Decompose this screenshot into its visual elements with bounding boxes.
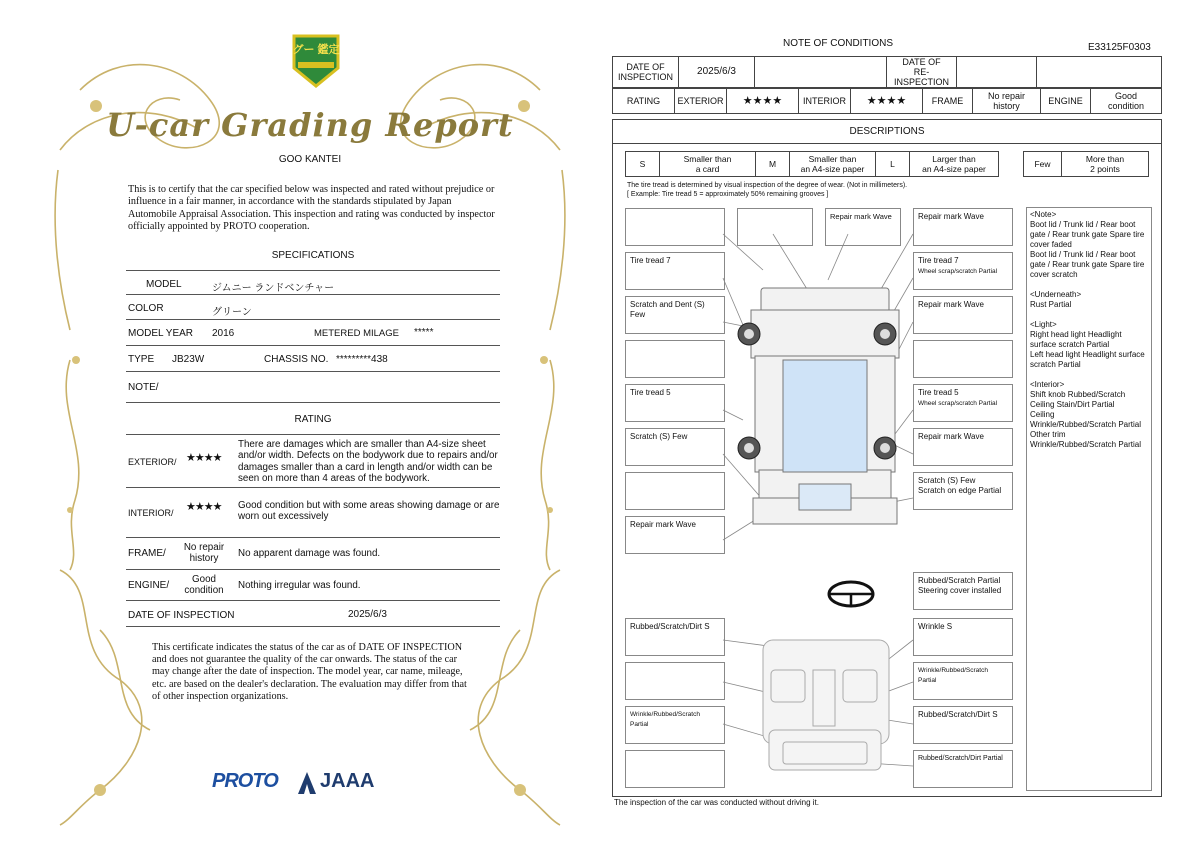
type-label: TYPE — [128, 354, 155, 365]
exterior-stars: ★★★★ — [186, 452, 222, 464]
interior-label: INTERIOR/ — [128, 508, 174, 518]
note-of-conditions — [610, 36, 1166, 812]
damage-box-right-5 — [913, 384, 1013, 422]
interior-stars: ★★★★ — [186, 501, 222, 513]
note-title: NOTE OF CONDITIONS — [783, 38, 893, 49]
spec-row-type — [126, 346, 500, 372]
jaaa-logo: JAAA — [320, 770, 375, 792]
notes-item: Wrinkle/Rubbed/Scratch Partial — [1030, 420, 1142, 429]
engine-value — [1091, 89, 1162, 114]
mileage-label: METERED MILAGE — [314, 328, 399, 339]
rating-row-exterior — [126, 434, 500, 488]
exterior-stars: ★★★★ — [727, 89, 799, 114]
notes-item: Other trim — [1030, 430, 1066, 439]
legend-m-line-1: Smaller than — [808, 154, 857, 164]
date-of-reinspection-value — [957, 57, 1037, 88]
tread-note-line-2: [ Example: Tire tread 5 = approximately 50% remaining grooves ] — [627, 191, 829, 198]
legend-l: L — [876, 152, 910, 177]
damage-box-interior-right-2: Wrinkle/Rubbed/Scratch Partial — [913, 662, 1013, 700]
model-label: MODEL — [146, 279, 182, 290]
notes-heading-note: <Note> — [1030, 210, 1057, 219]
logo-bar — [212, 770, 412, 800]
damage-box-right-1: Repair mark Wave — [913, 208, 1013, 246]
date-insp-line-1: DATE OF — [626, 62, 665, 72]
engine-value — [174, 574, 234, 596]
date-insp-line-2: INSPECTION — [617, 72, 673, 82]
damage-box-right-3: Repair mark Wave — [913, 296, 1013, 334]
interior-description: Good condition but with some areas showing damage or are worn out excessively — [238, 500, 500, 523]
badge-text: グー 鑑定 — [292, 44, 340, 56]
inspection-dates-table — [612, 56, 1162, 88]
date-reinsp-line-1: DATE OF — [902, 57, 941, 67]
spec-row-color — [126, 295, 500, 320]
right-5-line-1: Tire tread 5 — [918, 388, 959, 397]
interior-stars: ★★★★ — [851, 89, 923, 114]
date-of-inspection-value: 2025/6/3 — [348, 609, 387, 620]
engine-value-line-2: condition — [184, 585, 224, 596]
damage-box-left-8: Repair mark Wave — [625, 516, 725, 554]
frame-value-line-2: history — [189, 553, 219, 564]
notes-item: Rust Partial — [1030, 300, 1072, 309]
tread-note-line-1: The tire tread is determined by visual inspection of the degree of wear. (Not in millimeters). — [627, 182, 908, 189]
rating-title: RATING — [294, 414, 332, 425]
exterior-header: EXTERIOR — [675, 89, 727, 114]
proto-logo: PROTO — [212, 770, 278, 792]
legend-few: Few — [1024, 152, 1062, 177]
right-7-line-1: Scratch (S) Few — [918, 476, 976, 485]
date-of-inspection-header — [613, 57, 679, 88]
frame-header: FRAME — [923, 89, 973, 114]
damage-box-left-6: Scratch (S) Few — [625, 428, 725, 466]
rating-row-frame — [126, 538, 500, 570]
damage-box-right-2 — [913, 252, 1013, 290]
engine-value-line-1: Good — [1114, 91, 1138, 101]
right-2-line-1: Tire tread 7 — [918, 256, 959, 265]
notes-item: Ceiling — [1030, 410, 1055, 419]
date-of-reinspection-header — [887, 57, 957, 88]
legend-few-line-2: 2 points — [1090, 164, 1120, 174]
rating-row-engine — [126, 570, 500, 601]
condition-notes — [1026, 207, 1152, 791]
date-of-inspection-value: 2025/6/3 — [679, 57, 755, 88]
damage-box-left-3: Scratch and Dent (S) Few — [625, 296, 725, 334]
damage-box-interior-left-2 — [625, 662, 725, 700]
blank-cell — [1037, 57, 1162, 88]
legend-l-line-2: an A4-size paper — [922, 164, 986, 174]
damage-box-left-1 — [625, 208, 725, 246]
damage-box-interior-right-3: Rubbed/Scratch/Dirt S — [913, 706, 1013, 744]
notes-item: Left head light Headlight surface scratch Partial — [1030, 350, 1145, 369]
model-value: ジムニー ランドベンチャー — [212, 283, 335, 294]
exterior-label: EXTERIOR/ — [128, 457, 177, 467]
damage-box-left-7 — [625, 472, 725, 510]
spec-row-note — [126, 372, 500, 403]
damage-box-left-2: Tire tread 7 — [625, 252, 725, 290]
legend-s-line-1: Smaller than — [683, 154, 732, 164]
notes-item: Wrinkle/Rubbed/Scratch Partial — [1030, 440, 1142, 449]
report-title: U-car Grading Report — [106, 106, 514, 144]
frame-value-line-2: history — [993, 101, 1020, 111]
model-year-label: MODEL YEAR — [128, 328, 194, 339]
rating-header: RATING — [613, 89, 675, 114]
rating-summary-table — [612, 88, 1162, 114]
color-label: COLOR — [128, 303, 164, 314]
right-7-line-2: Scratch on edge Partial — [918, 486, 1002, 495]
frame-value-line-1: No repair — [987, 91, 1025, 101]
engine-value-line-2: condition — [1107, 101, 1145, 111]
rating-row-interior — [126, 488, 500, 538]
damage-box-interior-left-1: Rubbed/Scratch/Dirt S — [625, 618, 725, 656]
legend-m-line-2: an A4-size paper — [800, 164, 865, 174]
certificate-disclaimer: This certificate indicates the status of the car as of DATE OF INSPECTION and does not guarantee the quality of the car onwards. The status of the car may change after the date of inspection. The model year, car name, mileage, etc. are based on the dealer's declaration. The evaluation may differ from that of other inspection organizations. — [152, 642, 467, 702]
damage-box-interior-left-3: Wrinkle/Rubbed/Scratch Partial — [625, 706, 725, 744]
frame-value — [973, 89, 1041, 114]
spec-row-model — [126, 270, 500, 295]
interior-header: INTERIOR — [799, 89, 851, 114]
engine-description: Nothing irregular was found. — [238, 580, 361, 591]
steering-wheel-icon — [829, 582, 873, 606]
notes-item: Right head light Headlight surface scratch Partial — [1030, 330, 1122, 349]
report-subtitle: GOO KANTEI — [278, 154, 342, 165]
ornamental-frame — [40, 30, 580, 830]
legend-m: M — [756, 152, 790, 177]
right-2-line-2: Wheel scrap/scratch Partial — [918, 268, 998, 275]
frame-value — [174, 542, 234, 564]
damage-box-interior-left-4 — [625, 750, 725, 788]
type-value: JB23W — [172, 354, 205, 365]
note-label: NOTE/ — [128, 382, 159, 393]
damage-box-steering — [913, 572, 1013, 610]
specifications-title: SPECIFICATIONS — [271, 250, 355, 261]
notes-item: Shift knob Rubbed/Scratch — [1030, 390, 1126, 399]
damage-box-right-4 — [913, 340, 1013, 378]
report-code: E33125F0303 — [1088, 42, 1151, 53]
notes-heading-interior: <Interior> — [1030, 380, 1065, 389]
notes-heading-light: <Light> — [1030, 320, 1057, 329]
notes-item: Boot lid / Trunk lid / Rear boot gate / Rear trunk gate Spare tire cover scratch — [1030, 250, 1145, 279]
frame-value-line-1: No repair — [183, 542, 225, 553]
date-of-inspection-label: DATE OF INSPECTION — [128, 610, 235, 621]
frame-label: FRAME/ — [128, 548, 166, 559]
engine-header: ENGINE — [1041, 89, 1091, 114]
damage-box-left-5: Tire tread 5 — [625, 384, 725, 422]
damage-box-right-7 — [913, 472, 1013, 510]
frame-description: No apparent damage was found. — [238, 548, 381, 559]
damage-box-left-4 — [625, 340, 725, 378]
date-reinsp-line-2: RE-INSPECTION — [893, 67, 949, 87]
descriptions-title: DESCRIPTIONS — [613, 120, 1161, 144]
right-5-line-2: Wheel scrap/scratch Partial — [918, 400, 998, 407]
engine-value-line-1: Good — [192, 574, 216, 585]
jaaa-emblem-icon — [298, 772, 316, 794]
legend-s-line-2: a card — [695, 164, 720, 174]
engine-label: ENGINE/ — [128, 580, 170, 591]
damage-box-interior-right-1: Wrinkle S — [913, 618, 1013, 656]
color-value: グリーン — [212, 307, 252, 318]
blank-cell — [755, 57, 887, 88]
damage-box-right-6: Repair mark Wave — [913, 428, 1013, 466]
notes-heading-underneath: <Underneath> — [1030, 290, 1082, 299]
legend-few-line-1: More than — [1085, 154, 1125, 164]
grading-certificate — [40, 30, 580, 830]
steering-line-1: Rubbed/Scratch Partial — [918, 576, 1001, 585]
descriptions-panel — [612, 119, 1162, 797]
damage-box-top-1 — [737, 208, 813, 246]
legend-l-line-1: Larger than — [932, 154, 976, 164]
mileage-value: ***** — [414, 327, 434, 338]
notes-item: Boot lid / Trunk lid / Rear boot gate / Rear trunk gate Spare tire cover faded — [1030, 220, 1145, 249]
steering-line-2: Steering cover installed — [918, 586, 1002, 595]
chassis-value: *********438 — [336, 354, 388, 365]
rating-row-date — [126, 601, 500, 627]
notes-item: Ceiling Stain/Dirt Partial — [1030, 400, 1115, 409]
certification-statement: This is to certify that the car specified below was inspected and rated without prejudice or influence in a fair manner, in accordance with the standards stipulated by Japan Automobile Appraisal Association. This inspection and rating was conducted by inspector officially appointed by PROTO cooperation. — [128, 184, 495, 233]
damage-box-top-2: Repair mark Wave — [825, 208, 901, 246]
model-year-value: 2016 — [212, 328, 235, 339]
legend-s: S — [626, 152, 660, 177]
exterior-description: There are damages which are smaller than A4-size sheet and/or width. Defects on the bodywork due to repairs and/or damages smaller than a card in length and/or width can be seen on more than 4 areas of the bodywork. — [238, 439, 498, 485]
chassis-label: CHASSIS NO. — [264, 354, 329, 365]
goo-kantei-badge-icon — [288, 32, 344, 90]
inspection-disclaimer: The inspection of the car was conducted without driving it. — [614, 798, 819, 807]
spec-row-year — [126, 320, 500, 346]
damage-box-interior-right-4: Rubbed/Scratch/Dirt Partial — [913, 750, 1013, 788]
